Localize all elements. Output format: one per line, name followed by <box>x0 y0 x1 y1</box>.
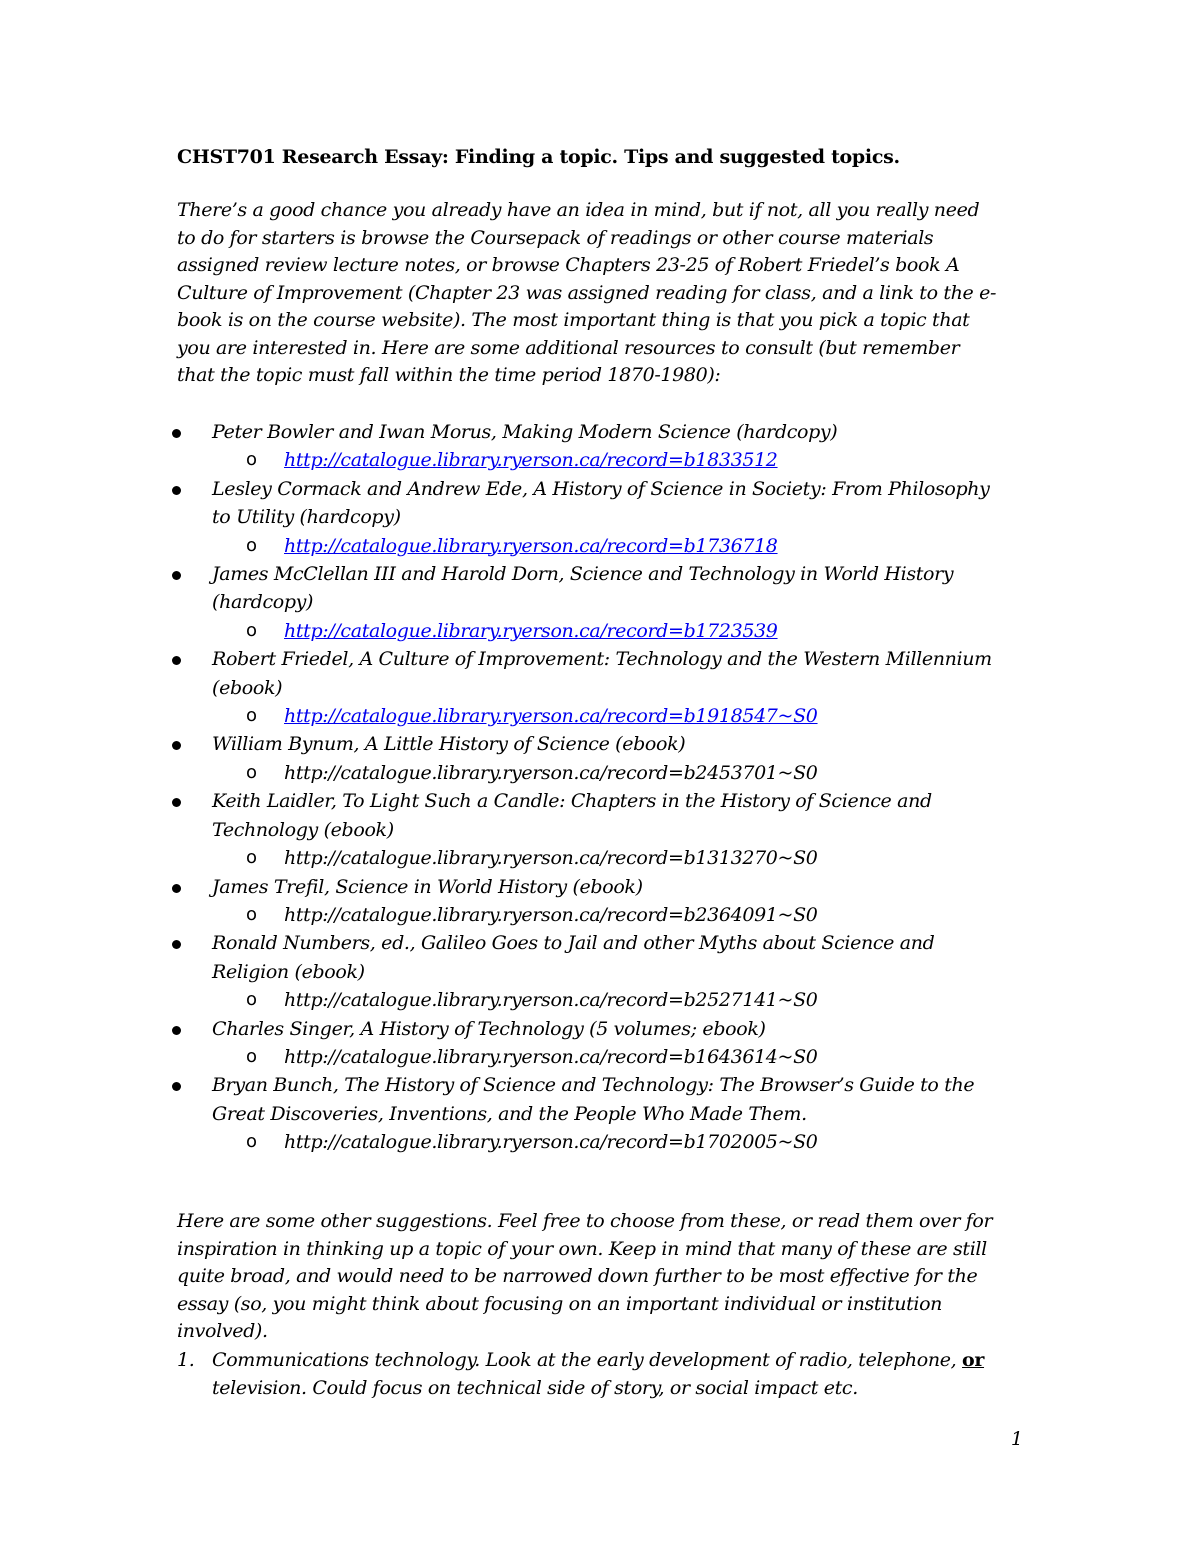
intro-line: to do for starters is browse the Coursepack of readings or other course materials <box>177 226 934 249</box>
catalogue-url: http://catalogue.library.ryerson.ca/record=b1313270~S0 <box>284 847 818 870</box>
catalogue-url: http://catalogue.library.ryerson.ca/record=b2527141~S0 <box>284 989 818 1012</box>
suggestions-line: inspiration in thinking up a topic of your own. Keep in mind that many of these are still <box>177 1237 987 1260</box>
intro-line: that the topic must fall within the time period 1870-1980): <box>177 364 721 386</box>
bullet-icon <box>172 741 181 750</box>
numbered-list <box>177 1346 1057 1402</box>
sub-bullet-icon: o <box>246 761 257 783</box>
citation-line: James Trefil, Science in World History (ebook) <box>212 875 643 898</box>
citation-line: Religion (ebook) <box>212 960 365 983</box>
resource-citation <box>212 418 1200 446</box>
sub-bullet-icon: o <box>246 534 257 556</box>
resource-item <box>0 645 1200 730</box>
sub-bullet-icon: o <box>246 1045 257 1067</box>
item-number: 1. <box>177 1349 195 1371</box>
resource-link-row <box>0 759 1200 787</box>
item-line: television. Could focus on technical side of story, or social impact etc. <box>212 1377 858 1399</box>
citation-line: Lesley Cormack and Andrew Ede, A History of Science in Society: From Philosophy <box>212 477 990 500</box>
resource-item <box>0 560 1200 645</box>
citation-line: Peter Bowler and Iwan Morus, Making Modern Science (hardcopy) <box>212 421 838 443</box>
bullet-icon <box>172 884 181 893</box>
suggestions-line: involved). <box>177 1320 268 1342</box>
bullet-icon <box>172 1026 181 1035</box>
item-line <box>212 1346 1057 1374</box>
bullet-icon <box>172 429 181 438</box>
citation-line: James McClellan III and Harold Dorn, Science and Technology in World History <box>212 563 954 586</box>
resource-link-row <box>0 532 1200 560</box>
catalogue-hyperlink[interactable]: http://catalogue.library.ryerson.ca/record=b1723539 <box>284 619 778 642</box>
resource-citation <box>212 560 1200 617</box>
emphasis-or: or <box>962 1349 985 1371</box>
citation-line: Technology (ebook) <box>212 818 394 841</box>
resource-item <box>0 418 1200 475</box>
sub-bullet-icon: o <box>246 619 257 641</box>
resource-citation <box>212 1071 1200 1128</box>
item-text <box>212 1346 1057 1402</box>
intro-paragraph <box>177 197 1047 390</box>
resource-item <box>0 787 1200 872</box>
resource-citation <box>212 1015 1200 1043</box>
resource-link-row <box>0 901 1200 929</box>
resource-link-row <box>0 702 1200 730</box>
bullet-icon <box>172 571 181 580</box>
suggestions-line: Here are some other suggestions. Feel free to choose from these, or read them over for <box>177 1210 993 1232</box>
citation-line: Charles Singer, A History of Technology (5 volumes; ebook) <box>212 1017 766 1040</box>
resource-link-row <box>0 617 1200 645</box>
intro-line: you are interested in. Here are some additional resources to consult (but remember <box>177 336 960 359</box>
sub-bullet-icon: o <box>246 847 257 869</box>
suggestions-line: quite broad, and would need to be narrowed down further to be most effective for the <box>177 1265 978 1287</box>
page-number: 1 <box>1010 1428 1023 1450</box>
suggestions-paragraph <box>177 1208 1047 1346</box>
bullet-icon <box>172 486 181 495</box>
citation-line: Keith Laidler, To Light Such a Candle: Chapters in the History of Science and <box>212 790 932 813</box>
catalogue-hyperlink[interactable]: http://catalogue.library.ryerson.ca/record=b1833512 <box>284 449 778 472</box>
resource-item <box>0 873 1200 930</box>
resource-list <box>0 418 1200 1157</box>
sub-bullet-icon: o <box>246 1131 257 1153</box>
suggestions-line: essay (so, you might think about focusing on an important individual or institution <box>177 1292 943 1315</box>
resource-item <box>0 929 1200 1014</box>
citation-line: (ebook) <box>212 676 283 699</box>
catalogue-hyperlink[interactable]: http://catalogue.library.ryerson.ca/record=b1918547~S0 <box>284 705 818 728</box>
item-line-text: Communications technology. Look at the early development of radio, telephone, <box>212 1349 963 1371</box>
resource-citation <box>212 873 1200 901</box>
resource-link-row <box>0 844 1200 872</box>
sub-bullet-icon: o <box>246 705 257 727</box>
resource-citation <box>212 787 1200 844</box>
citation-line: Great Discoveries, Inventions, and the People Who Made Them. <box>212 1102 807 1125</box>
resource-link-row <box>0 1043 1200 1071</box>
resource-link-row <box>0 986 1200 1014</box>
intro-line: book is on the course website). The most important thing is that you pick a topic that <box>177 309 970 331</box>
resource-citation <box>212 475 1200 532</box>
resource-item <box>0 475 1200 560</box>
resource-item <box>0 1015 1200 1072</box>
citation-line: Robert Friedel, A Culture of Improvement: Technology and the Western Millennium <box>212 648 992 671</box>
document-title: CHST701 Research Essay: Finding a topic. Tips and suggested topics. <box>177 146 900 168</box>
resource-link-row <box>0 1128 1200 1156</box>
catalogue-hyperlink[interactable]: http://catalogue.library.ryerson.ca/record=b1736718 <box>284 534 778 557</box>
sub-bullet-icon: o <box>246 449 257 471</box>
numbered-item <box>177 1346 1057 1402</box>
intro-line: assigned review lecture notes, or browse Chapters 23-25 of Robert Friedel’s book A <box>177 254 960 276</box>
resource-citation <box>212 645 1200 702</box>
catalogue-url: http://catalogue.library.ryerson.ca/record=b2453701~S0 <box>284 761 818 784</box>
sub-bullet-icon: o <box>246 903 257 925</box>
resource-link-row <box>0 446 1200 474</box>
resource-item <box>0 1071 1200 1156</box>
intro-line: Culture of Improvement (Chapter 23 was assigned reading for class, and a link to the e- <box>177 281 997 304</box>
citation-line: Bryan Bunch, The History of Science and Technology: The Browser’s Guide to the <box>212 1074 975 1097</box>
resource-citation <box>212 929 1200 986</box>
bullet-icon <box>172 940 181 949</box>
catalogue-url: http://catalogue.library.ryerson.ca/record=b1702005~S0 <box>284 1131 818 1154</box>
catalogue-url: http://catalogue.library.ryerson.ca/record=b1643614~S0 <box>284 1045 818 1068</box>
bullet-icon <box>172 656 181 665</box>
catalogue-url: http://catalogue.library.ryerson.ca/record=b2364091~S0 <box>284 903 818 926</box>
intro-line: There’s a good chance you already have an idea in mind, but if not, all you really need <box>177 199 980 221</box>
citation-line: (hardcopy) <box>212 591 314 614</box>
citation-line: to Utility (hardcopy) <box>212 506 401 529</box>
citation-line: Ronald Numbers, ed., Galileo Goes to Jail and other Myths about Science and <box>212 932 935 955</box>
citation-line: William Bynum, A Little History of Science (ebook) <box>212 733 686 756</box>
resource-item <box>0 730 1200 787</box>
sub-bullet-icon: o <box>246 989 257 1011</box>
bullet-icon <box>172 798 181 807</box>
resource-citation <box>212 730 1200 758</box>
bullet-icon <box>172 1082 181 1091</box>
